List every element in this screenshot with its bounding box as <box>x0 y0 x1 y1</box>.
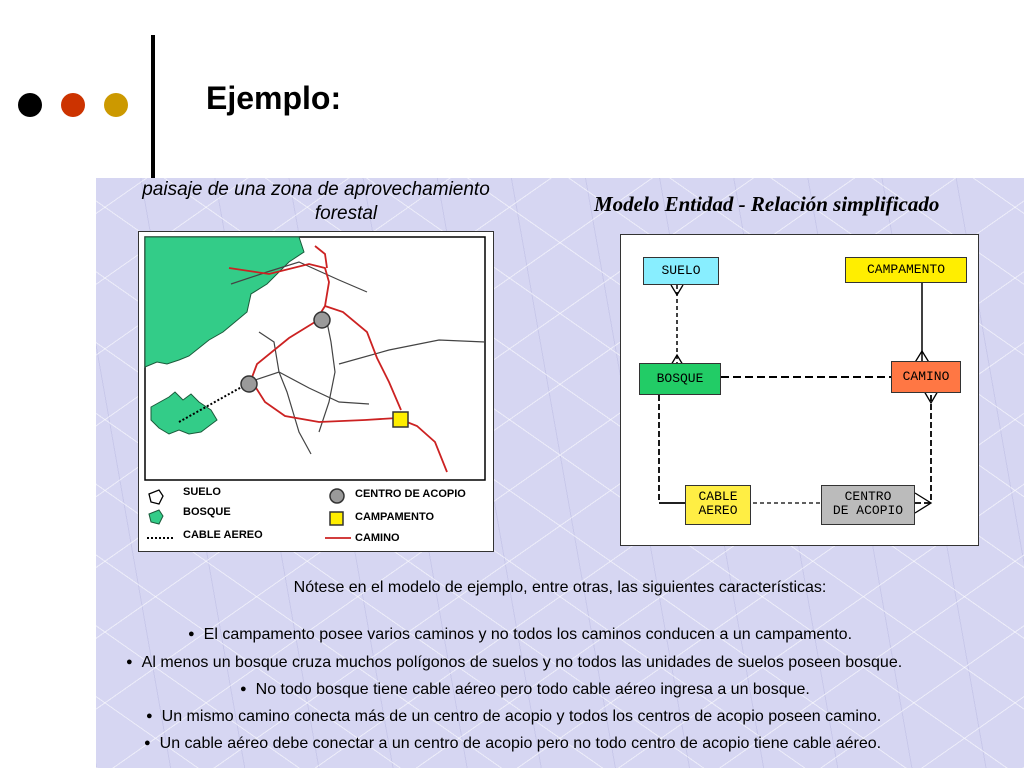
entity-campamento: CAMPAMENTO <box>845 257 967 283</box>
er-caption: Modelo Entidad - Relación simplificado <box>594 192 940 216</box>
entity-bosque: BOSQUE <box>639 363 721 395</box>
map-caption-line1: paisaje de una zona de aprovechamiento <box>142 179 490 200</box>
entity-suelo: SUELO <box>643 257 719 285</box>
legend-camino-label: CAMINO <box>355 532 400 544</box>
entity-camino: CAMINO <box>891 361 961 393</box>
entity-centro-acopio <box>821 485 915 525</box>
collection-center-2 <box>241 376 257 392</box>
bullet-dot-gold <box>104 93 128 117</box>
legend-centro-symbol <box>330 489 344 503</box>
collection-center-1 <box>314 312 330 328</box>
map-caption <box>96 178 536 226</box>
note-bullet-1: ● El campamento posee varios caminos y no todos los caminos conducen a un campamento. <box>188 626 852 644</box>
note-bullet-5: ● Un cable aéreo debe conectar a un centro de acopio pero no todo centro de acopio tiene cable aéreo. <box>144 735 881 753</box>
entity-cable-line1: CABLE <box>698 489 738 504</box>
bullet-dot-black <box>18 93 42 117</box>
legend-suelo-symbol <box>149 490 163 504</box>
entity-cable-line2: AEREO <box>698 503 738 518</box>
entity-cable-aereo <box>685 485 751 525</box>
legend-bosque-symbol <box>149 510 163 524</box>
legend-centro-label: CENTRO DE ACOPIO <box>355 488 466 500</box>
legend-suelo-label: SUELO <box>183 486 221 498</box>
entity-centro-line1: CENTRO <box>844 489 892 504</box>
map-caption-line2: forestal <box>314 203 378 224</box>
map-drawing <box>139 232 493 551</box>
note-bullet-2: ● Al menos un bosque cruza muchos polígonos de suelos y no todos las unidades de suelos poseen bosque. <box>126 654 902 672</box>
legend-bosque-label: BOSQUE <box>183 506 231 518</box>
landscape-map <box>138 231 494 552</box>
entity-centro-line2: DE ACOPIO <box>832 503 904 518</box>
camp-marker <box>393 412 408 427</box>
er-diagram <box>620 234 979 546</box>
slide-title: Ejemplo: <box>206 80 342 116</box>
title-divider <box>151 35 155 178</box>
legend-cable-label: CABLE AEREO <box>183 529 263 541</box>
figure-panel <box>96 178 1024 768</box>
legend-camp-symbol <box>330 512 343 525</box>
note-bullet-4: ● Un mismo camino conecta más de un centro de acopio y todos los centros de acopio poseen camino. <box>146 708 881 726</box>
legend-camp-label: CAMPAMENTO <box>355 511 435 523</box>
notes-heading: Nótese en el modelo de ejemplo, entre otras, las siguientes características: <box>293 579 827 596</box>
note-bullet-3: ● No todo bosque tiene cable aéreo pero todo cable aéreo ingresa a un bosque. <box>240 681 810 699</box>
bullet-dot-red <box>61 93 85 117</box>
